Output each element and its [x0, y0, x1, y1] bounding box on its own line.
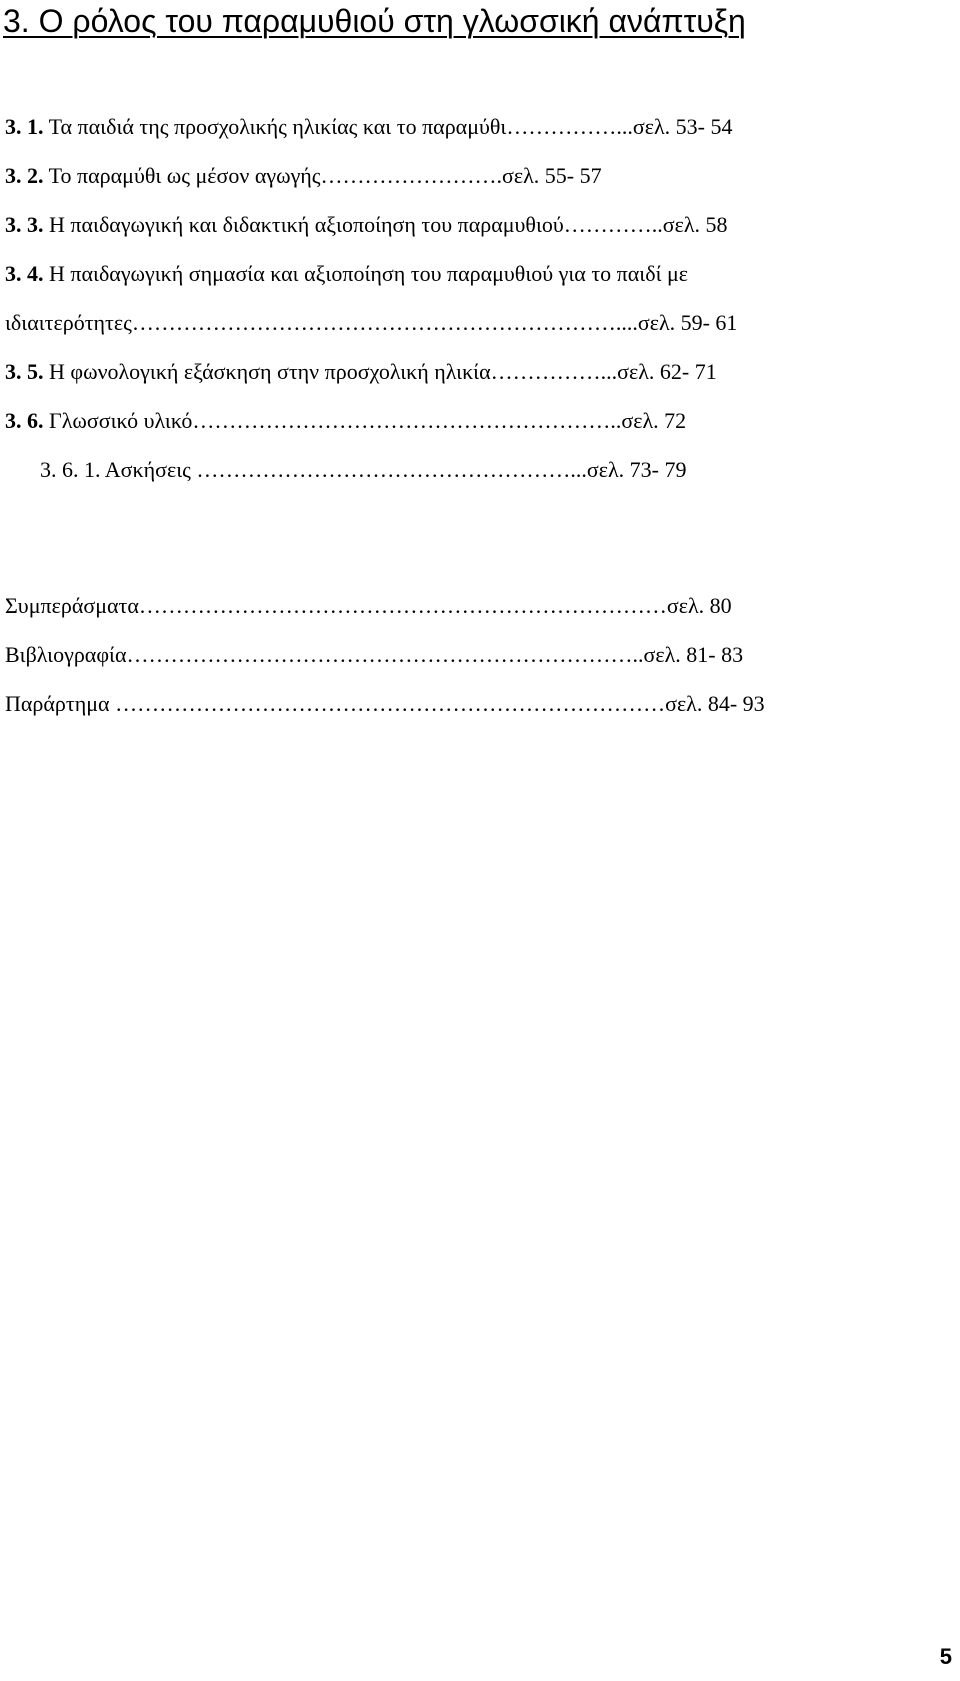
toc-entry-text: Βιβλιογραφία [5, 642, 127, 667]
toc-entry-text: ιδιαιτερότητες [5, 310, 132, 335]
toc-entry-leader: …………………………………………… [196, 457, 571, 482]
toc-entry-leader: ………… [563, 212, 652, 237]
toc-entry-text: Τα παιδιά της προσχολικής ηλικίας και το παραμύθι [43, 114, 507, 139]
toc-entry-leader: ………………………………………………………… [131, 310, 616, 335]
toc-entry-text: Συμπεράσματα [5, 593, 139, 618]
toc-entry-conclusions [5, 592, 732, 620]
toc-entry-3-6-1 [40, 456, 686, 484]
toc-entry-pages: ...σελ. 73- 79 [570, 457, 687, 482]
toc-entry-text: Το παραμύθι ως μέσον αγωγής [43, 163, 321, 188]
toc-entry-leader: ……………………………………………………………… [138, 593, 667, 618]
toc-entry-leader: …………… [490, 359, 601, 384]
toc-entry-leader: …………………… [320, 163, 497, 188]
toc-entry-leader: ………………………………………………… [192, 408, 611, 433]
toc-entry-leader: ………………………………………………………………… [115, 691, 666, 716]
toc-entry-pages: ..σελ. 58 [651, 212, 728, 237]
toc-entry-3-4-continued [5, 309, 737, 337]
toc-entry-text: Η παιδαγωγική και διδακτική αξιοποίηση του παραμυθιού [43, 212, 564, 237]
toc-entry-3-4 [5, 260, 688, 288]
toc-entry-pages: .σελ. 55- 57 [496, 163, 602, 188]
toc-entry-number: 3. 3. [5, 212, 44, 237]
toc-entry-text: Γλωσσικό υλικό [43, 408, 193, 433]
page-title: 3. Ο ρόλος του παραμυθιού στη γλωσσική ανάπτυξη [3, 3, 746, 39]
toc-entry-3-3 [5, 211, 728, 239]
toc-entry-text: Ασκήσεις [100, 457, 197, 482]
toc-entry-pages: σελ. 80 [666, 593, 732, 618]
toc-entry-pages: ...σελ. 62- 71 [600, 359, 717, 384]
toc-entry-text: Η φωνολογική εξάσκηση στην προσχολική ηλικία [43, 359, 491, 384]
toc-entry-pages: ...σελ. 53- 54 [616, 114, 733, 139]
toc-entry-number: 3. 5. [5, 359, 44, 384]
toc-entry-text: Παράρτημα [5, 691, 116, 716]
toc-entry-number: 3. 2. [5, 163, 44, 188]
toc-entry-3-1 [5, 113, 732, 141]
toc-entry-appendix [5, 690, 765, 718]
toc-entry-number: 3. 4. [5, 261, 44, 286]
toc-entry-leader: ……………………………………………………………. [126, 642, 638, 667]
toc-entry-number: 3. 6. 1. [40, 457, 101, 482]
toc-entry-pages: .σελ. 81- 83 [637, 642, 744, 667]
toc-entry-number: 3. 6. [5, 408, 44, 433]
toc-entry-3-6 [5, 407, 686, 435]
toc-entry-leader: …………… [506, 114, 617, 139]
toc-entry-text: Η παιδαγωγική σημασία και αξιοποίηση του παραμυθιού για το παιδί με [43, 261, 689, 286]
toc-entry-bibliography [5, 641, 743, 669]
page-number: 5 [939, 1644, 952, 1669]
toc-entry-3-2 [5, 162, 602, 190]
toc-entry-pages: σελ. 84- 93 [665, 691, 765, 716]
toc-entry-3-5 [5, 358, 717, 386]
toc-entry-pages: ..σελ. 72 [610, 408, 687, 433]
toc-entry-number: 3. 1. [5, 114, 44, 139]
toc-entry-pages: ....σελ. 59- 61 [615, 310, 738, 335]
